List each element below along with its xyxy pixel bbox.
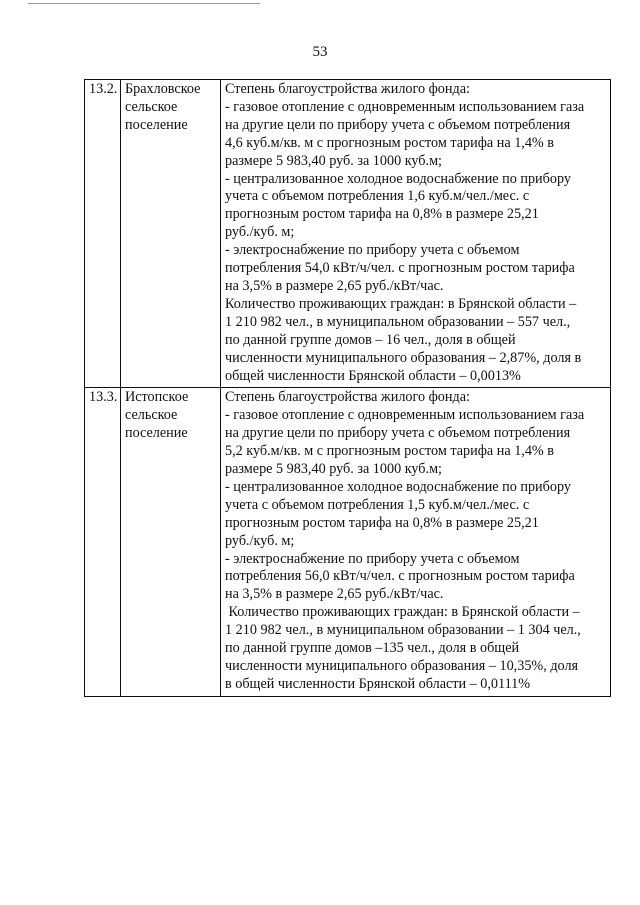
description-line: - централизованное холодное водоснабжение по прибору — [225, 170, 571, 187]
description-line: - электроснабжение по прибору учета с объемом — [225, 242, 520, 259]
description-line: на другие цели по прибору учета с объемом потребления — [225, 425, 571, 442]
description-line: на 3,5% в размере 2,65 руб./кВт/час. — [225, 586, 444, 603]
description-line: потребления 54,0 кВт/ч/чел. с прогнозным ростом тарифа — [225, 260, 575, 277]
description-line: размере 5 983,40 руб. за 1000 куб.м; — [225, 461, 442, 478]
table-body — [85, 80, 611, 697]
description-line: - газовое отопление с одновременным использованием газа — [225, 407, 585, 424]
row-number: 13.2. — [85, 80, 121, 388]
housing-description — [221, 80, 611, 388]
settlement-name — [121, 388, 221, 696]
description-line: потребления 56,0 кВт/ч/чел. с прогнозным ростом тарифа — [225, 568, 575, 585]
description-line: 1 210 982 чел., в муниципальном образовании – 557 чел., — [225, 313, 571, 330]
description-line: - электроснабжение по прибору учета с объемом — [225, 550, 520, 567]
description-line: общей численности Брянской области – 0,0013% — [225, 367, 521, 384]
description-line: прогнозным ростом тарифа на 0,8% в размере 25,21 — [225, 514, 539, 531]
description-line: 1 210 982 чел., в муниципальном образовании – 1 304 чел., — [225, 622, 581, 639]
settlement-name-line: сельское — [125, 98, 178, 115]
description-line: Количество проживающих граждан: в Брянской области – — [225, 295, 577, 312]
description-line: руб./куб. м; — [225, 224, 295, 241]
settlements-table — [84, 79, 611, 697]
description-line: в общей численности Брянской области – 0,0111% — [225, 675, 531, 692]
description-line: Степень благоустройства жилого фонда: — [225, 81, 470, 97]
page-number: 53 — [312, 44, 328, 60]
description-line: размере 5 983,40 руб. за 1000 куб.м; — [225, 152, 442, 169]
description-line: - газовое отопление с одновременным использованием газа — [225, 98, 585, 115]
description-line: численности муниципального образования – 2,87%, доля в — [225, 349, 582, 366]
table-row — [85, 80, 611, 388]
description-line: прогнозным ростом тарифа на 0,8% в размере 25,21 — [225, 206, 539, 223]
description-line: численности муниципального образования – 10,35%, доля — [225, 658, 579, 674]
description-line: 5,2 куб.м/кв. м с прогнозным ростом тарифа на 1,4% в — [225, 443, 554, 460]
settlement-name-line: поселение — [125, 116, 188, 133]
description-line: на 3,5% в размере 2,65 руб./кВт/час. — [225, 277, 444, 294]
table-row — [85, 388, 611, 696]
settlement-name-line: Брахловское — [125, 81, 201, 97]
description-line: по данной группе домов – 16 чел., доля в общей — [225, 331, 516, 348]
settlement-name-line: сельское — [125, 407, 178, 424]
description-line: руб./куб. м; — [225, 532, 295, 549]
settlement-name-line: поселение — [125, 425, 188, 442]
settlement-name — [121, 80, 221, 388]
top-scan-line — [28, 3, 260, 4]
description-line: на другие цели по прибору учета с объемом потребления — [225, 116, 571, 133]
description-line: - централизованное холодное водоснабжение по прибору — [225, 478, 571, 495]
housing-description — [221, 388, 611, 696]
description-line: Количество проживающих граждан: в Брянской области – — [225, 604, 580, 621]
description-line: 4,6 куб.м/кв. м с прогнозным ростом тарифа на 1,4% в — [225, 134, 554, 151]
description-line: учета с объемом потребления 1,6 куб.м/чел./мес. с — [225, 188, 530, 205]
settlement-name-line: Истопское — [125, 389, 189, 406]
row-number: 13.3. — [85, 388, 121, 696]
description-line: учета с объемом потребления 1,5 куб.м/чел./мес. с — [225, 496, 530, 513]
description-line: Степень благоустройства жилого фонда: — [225, 389, 470, 406]
description-line: по данной группе домов –135 чел., доля в общей — [225, 640, 520, 657]
